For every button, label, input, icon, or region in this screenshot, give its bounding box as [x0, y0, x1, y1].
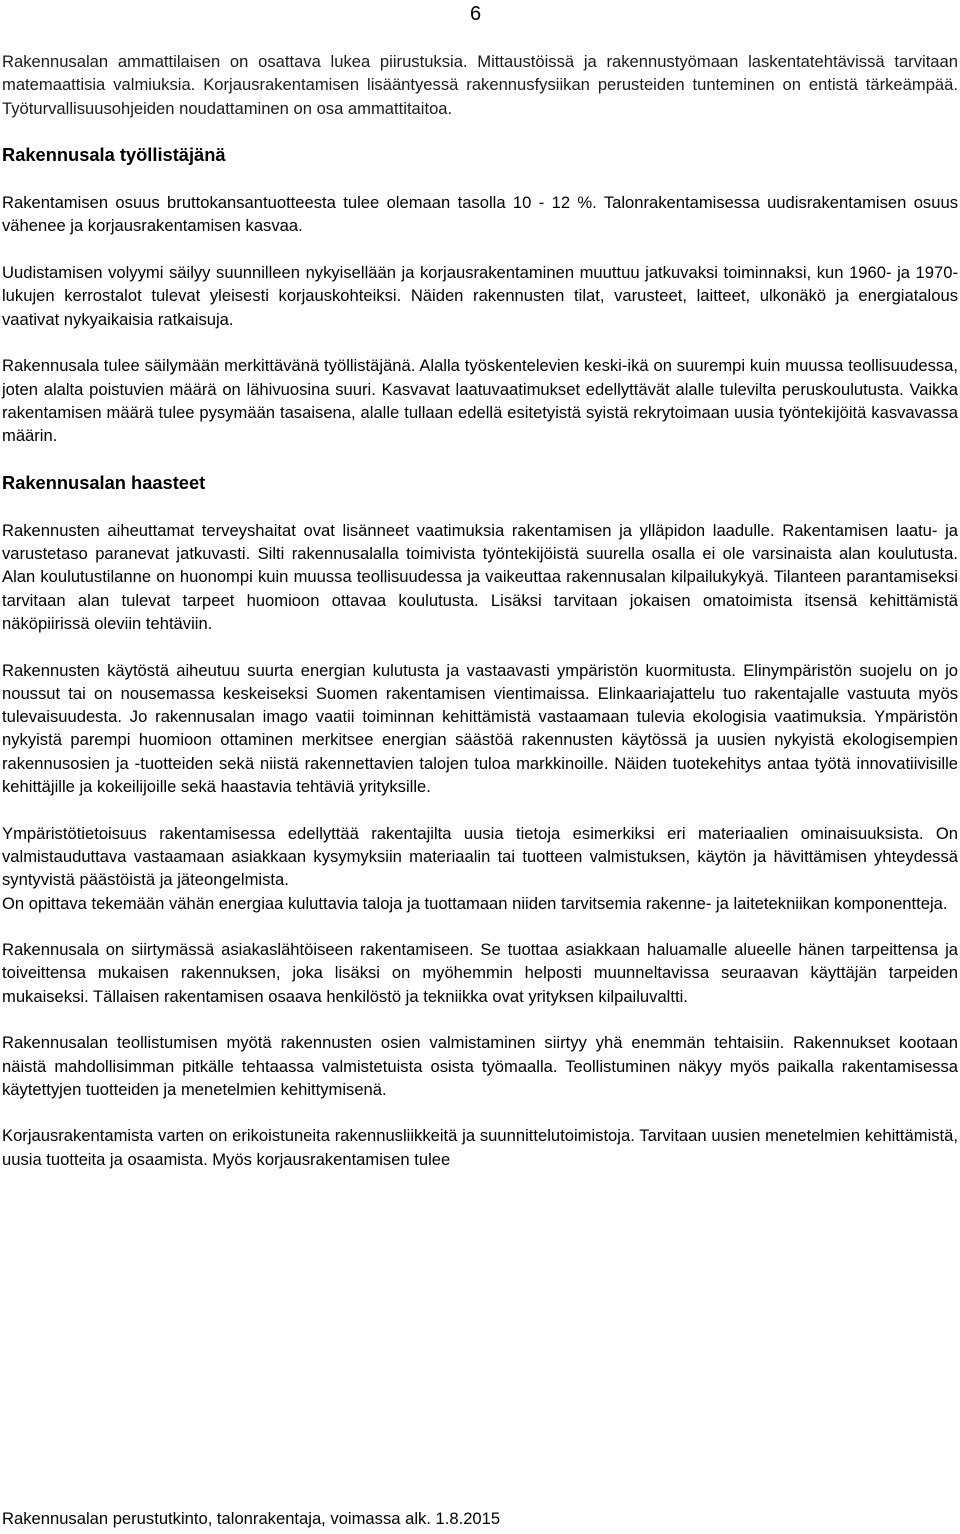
- page-footer: Rakennusalan perustutkinto, talonrakentaja, voimassa alk. 1.8.2015: [2, 1509, 501, 1528]
- paragraph: Rakennusten käytöstä aiheutuu suurta energian kulutusta ja vastaavasti ympäristön kuormitusta. Elinympäristön suojelu on jo noussut tai on nousemassa keskeiseksi Suomen rakentamisen vientimaissa. Elinkaariajattelu tuo rakentajalle vastuuta myös tulevaisuudesta. Jo rakennusalan imago vaatii toiminnan kehittämistä vastaamaan tulevia ekologisia vaatimuksia. Ympäristön nykyistä parempi huomioon ottaminen merkitsee energian säästöä rakennusten käytössä ja uusien nykyistä ekologisempien rakennusosien ja -tuotteiden sekä niistä rakennettavien talojen tuloa markkinoille. Näiden tuotekehitys antaa työtä innovatiivisille kehittäjille ja kokeilijoille sekä haastavia tehtäviä yrityksille.: [2, 660, 958, 797]
- paragraph: On opittava tekemään vähän energiaa kuluttavia taloja ja tuottamaan niiden tarvitsemia rakenne- ja laitetekniikan komponentteja.: [2, 893, 948, 913]
- paragraph: Rakentamisen osuus bruttokansantuotteesta tulee olemaan tasolla 10 - 12 %. Talonrakentamisessa uudisrakentamisen osuus vähenee ja korjausrakentamisen kasvaa.: [2, 193, 958, 236]
- paragraph: Rakennusten aiheuttamat terveyshaitat ovat lisänneet vaatimuksia rakentamisen ja ylläpidon laadulle. Rakentamisen laatu- ja varustetaso paranevat jatkuvasti. Silti rakennusalalla toimivista työntekijöistä suurella osalla ei ole varsinaista alan koulutusta. Alan koulutustilanne on huonompi kuin muussa teollisuudessa ja vaikeuttaa rakennusalan kilpailukykyä. Tilanteen parantamiseksi tarvitaan alan tulevat tarpeet huomioon ottavaa koulutusta. Lisäksi tarvitaan jokaisen omatoimista itsensä kehittämistä näköpiirissä oleviin tehtäviin.: [2, 520, 958, 633]
- section-heading-challenges: Rakennusalan haasteet: [2, 471, 206, 493]
- document-body: [2, 50, 958, 1194]
- paragraph: Korjausrakentamista varten on erikoistuneita rakennusliikkeitä ja suunnittelutoimistoja. Tarvitaan uusien menetelmien kehittämistä, uusia tuotteita ja osaamista. Myös korjausrakentamisen tulee: [2, 1126, 958, 1169]
- paragraph: Rakennusalan teollistumisen myötä rakennusten osien valmistaminen siirtyy yhä enemmän tehtaisiin. Rakennukset kootaan näistä mahdollisimman pitkälle tehtaassa valmistetuista osista työmaalla. Teollistuminen näkyy myös paikalla rakentamisessa käytettyjen tuotteiden ja menetelmien kehittymisenä.: [2, 1033, 958, 1099]
- paragraph: Ympäristötietoisuus rakentamisessa edellyttää rakentajilta uusia tietoja esimerkiksi eri materiaalien ominaisuuksista. On valmistauduttava vastaamaan asiakkaan kysymyksiin materiaalin tai tuotteen valmistuksen, käytön ja hävittämisen yhteydessä syntyvistä päästöistä ja jäteongelmista.: [2, 823, 958, 890]
- paragraph: Rakennusala tulee säilymään merkittävänä työllistäjänä. Alalla työskentelevien keski-ikä on suurempi kuin muussa teollisuudessa, joten alalta poistuvien määrä on lähivuosina suuri. Kasvavat laatuvaatimukset edellyttävät alalle tulevilta peruskoulutusta. Vaikka rakentamisen määrä tulee pysymään tasaisena, alalle tullaan edellä esitetyistä syistä rekrytoimaan uusia työntekijöitä kasvavassa määrin.: [2, 356, 958, 446]
- section-heading-employment: Rakennusala työllistäjänä: [2, 144, 226, 166]
- paragraph: Uudistamisen volyymi säilyy suunnilleen nykyisellään ja korjausrakentaminen muuttuu jatkuvaksi toiminnaksi, kun 1960- ja 1970-lukujen kerrostalot tulevat yleisesti korjauskohteiksi. Näiden rakennusten tilat, varusteet, laitteet, ulkonäkö ja energiatalous vaativat nykyaikaisia ratkaisuja.: [2, 263, 958, 329]
- page-number: 6: [470, 3, 482, 25]
- paragraph: Rakennusala on siirtymässä asiakaslähtöiseen rakentamiseen. Se tuottaa asiakkaan haluamalle alueelle hänen tarpeittensa ja toiveittensa mukaisen rakennuksen, joka lisäksi on myöhemmin helposti muunneltavissa seuraavan käyttäjän tarpeiden mukaiseksi. Tällaisen rakentamisen osaava henkilöstö ja tekniikka ovat yrityksen kilpailuvaltti.: [2, 940, 958, 1006]
- intro-paragraph: Rakennusalan ammattilaisen on osattava lukea piirustuksia. Mittaustöissä ja rakennustyömaan laskentatehtävissä tarvitaan matemaattisia valmiuksia. Korjausrakentamisen lisääntyessä rakennusfysiikan perusteiden tunteminen on entistä tärkeämpää. Työturvallisuusohjeiden noudattaminen on osa ammattitaitoa.: [2, 52, 958, 118]
